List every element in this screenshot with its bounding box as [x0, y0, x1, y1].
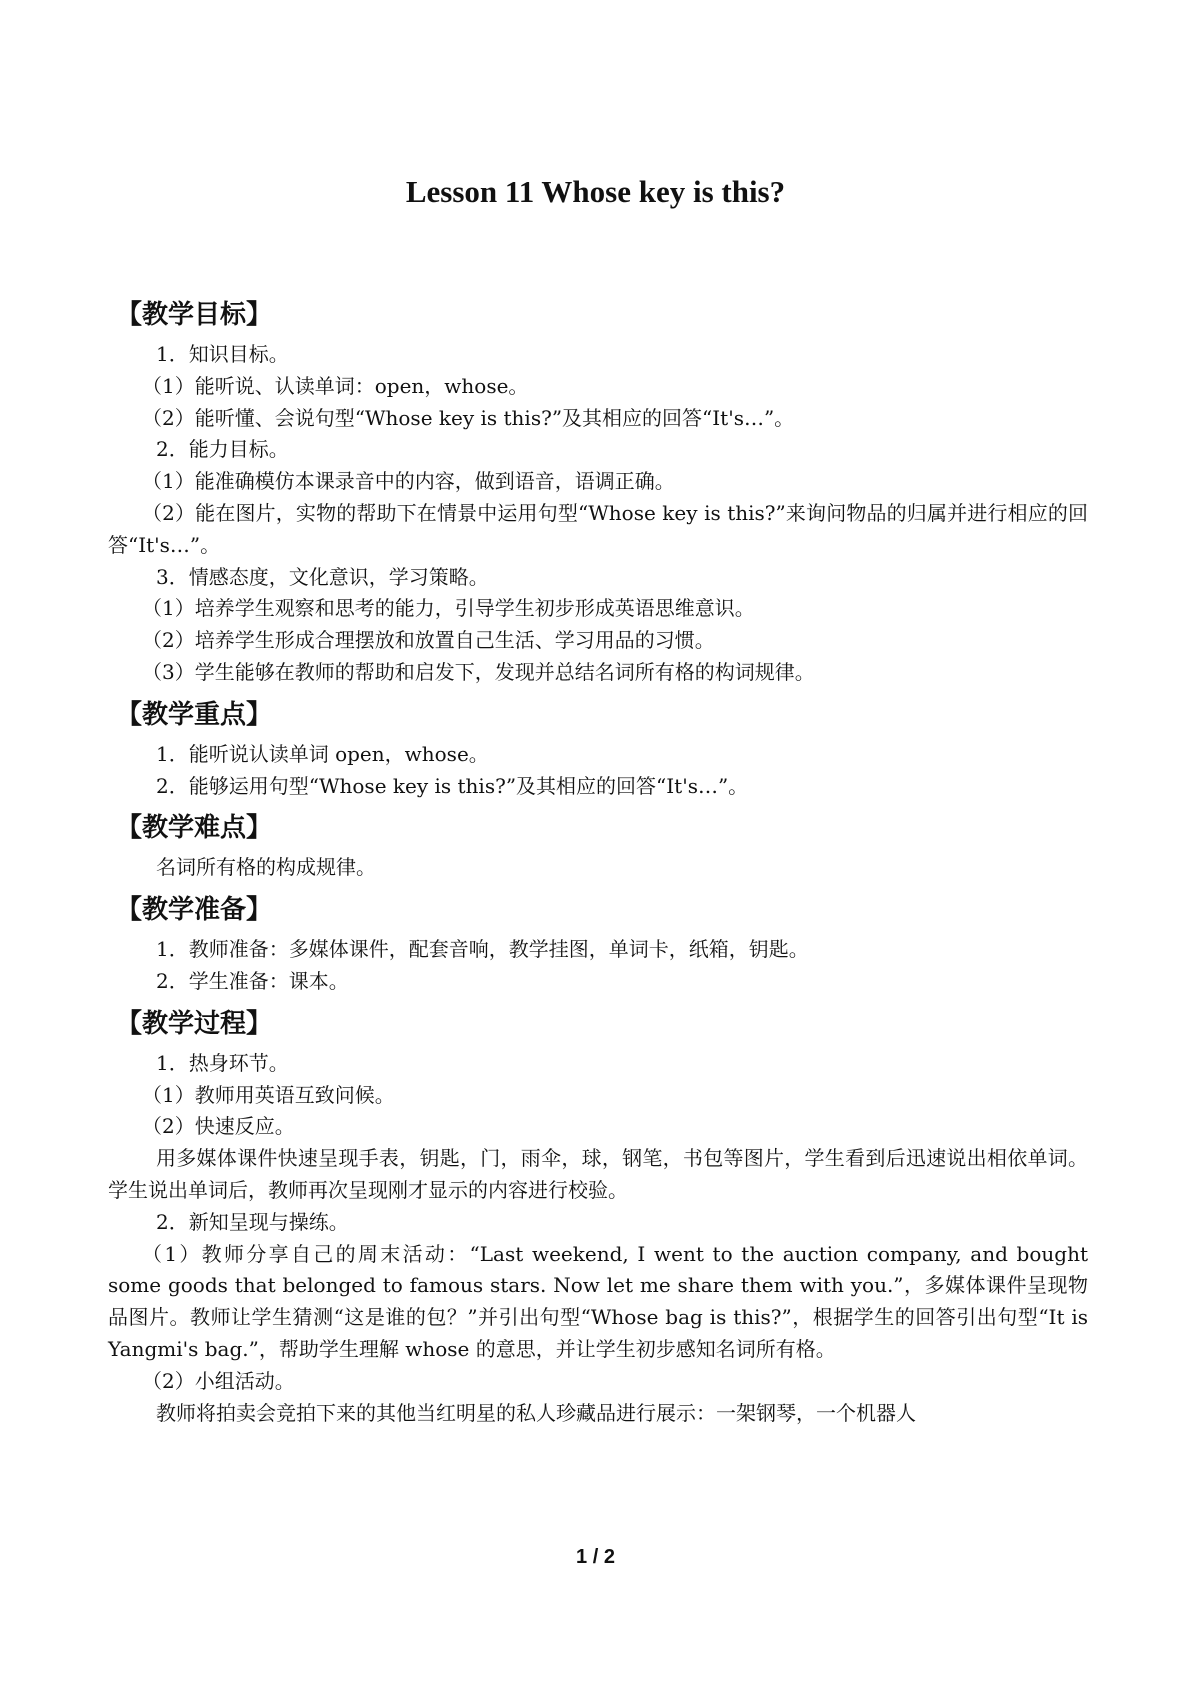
section-heading: 【教学目标】: [116, 300, 273, 330]
section-objectives: [108, 297, 1088, 689]
paragraph: （3）学生能够在教师的帮助和启发下，发现并总结名词所有格的构词规律。: [142, 659, 815, 684]
document-body: [108, 297, 1088, 1437]
paragraph: （1）教师用英语互致问候。: [142, 1082, 395, 1107]
section-heading: 【教学难点】: [116, 813, 273, 844]
section-difficulties: [108, 810, 1088, 884]
paragraph: 1．热身环节。: [156, 1050, 289, 1075]
paragraph: 教师将拍卖会竞拍下来的其他当红明星的私人珍藏品进行展示：一架钢琴，一个机器人: [156, 1400, 916, 1425]
paragraph: 2．学生准备：课本。: [156, 968, 349, 993]
section-preparation: [108, 892, 1088, 998]
paragraph: （1）能听说、认读单词：open，whose。: [142, 373, 529, 398]
paragraph: （2）快速反应。: [142, 1114, 295, 1139]
paragraph: 3．情感态度，文化意识，学习策略。: [156, 564, 489, 589]
section-heading: 【教学重点】: [116, 699, 273, 730]
section-heading: 【教学准备】: [116, 895, 273, 926]
paragraph: 用多媒体课件快速呈现手表，钥匙，门，雨伞，球，钢笔，书包等图片，学生看到后迅速说出相依单词。学生说出单词后，教师再次呈现刚才显示的内容进行校验。: [108, 1146, 1088, 1202]
paragraph: （2）能在图片，实物的帮助下在情景中运用句型“Whose key is this?”来询问物品的归属并进行相应的回答“It's…”。: [108, 500, 1088, 557]
page-title: Lesson 11 Whose key is this?: [405, 174, 786, 209]
paragraph: 1．教师准备：多媒体课件，配套音响，教学挂图，单词卡，纸箱，钥匙。: [156, 937, 809, 962]
section-heading: 【教学过程】: [116, 1008, 273, 1039]
paragraph: 2．新知呈现与操练。: [156, 1209, 349, 1234]
paragraph: 2．能够运用句型“Whose key is this?”及其相应的回答“It's…”。: [156, 773, 749, 798]
paragraph: （2）小组活动。: [142, 1368, 295, 1393]
paragraph: 2．能力目标。: [156, 437, 289, 462]
paragraph: 名词所有格的构成规律。: [156, 855, 376, 880]
paragraph: 1．能听说认读单词 open，whose。: [156, 741, 489, 766]
paragraph: （1）培养学生观察和思考的能力，引导学生初步形成英语思维意识。: [142, 596, 755, 621]
paragraph: （1）能准确模仿本课录音中的内容，做到语音，语调正确。: [142, 469, 675, 494]
section-process: [108, 1006, 1088, 1430]
paragraph: （2）能听懂、会说句型“Whose key is this?”及其相应的回答“It's…”。: [142, 405, 795, 430]
page-number: 1 / 2: [576, 1546, 615, 1568]
paragraph: （1）教师分享自己的周末活动：“Last weekend, I went to the auction company, and bought some goods that belonged to famous stars. Now let me share them with you.”，多媒体课件呈现物品图片。教师让学生猜测“这是谁的包？”并引出句型“Whose bag is this?”，根据学生的回答引出句型“It is Yangmi's bag.”，帮助学生理解 whose 的意思，并让学生初步感知名词所有格。: [108, 1241, 1088, 1361]
section-key-points: [108, 697, 1088, 803]
paragraph: 1．知识目标。: [156, 342, 289, 366]
paragraph: （2）培养学生形成合理摆放和放置自己生活、学习用品的习惯。: [142, 628, 715, 653]
